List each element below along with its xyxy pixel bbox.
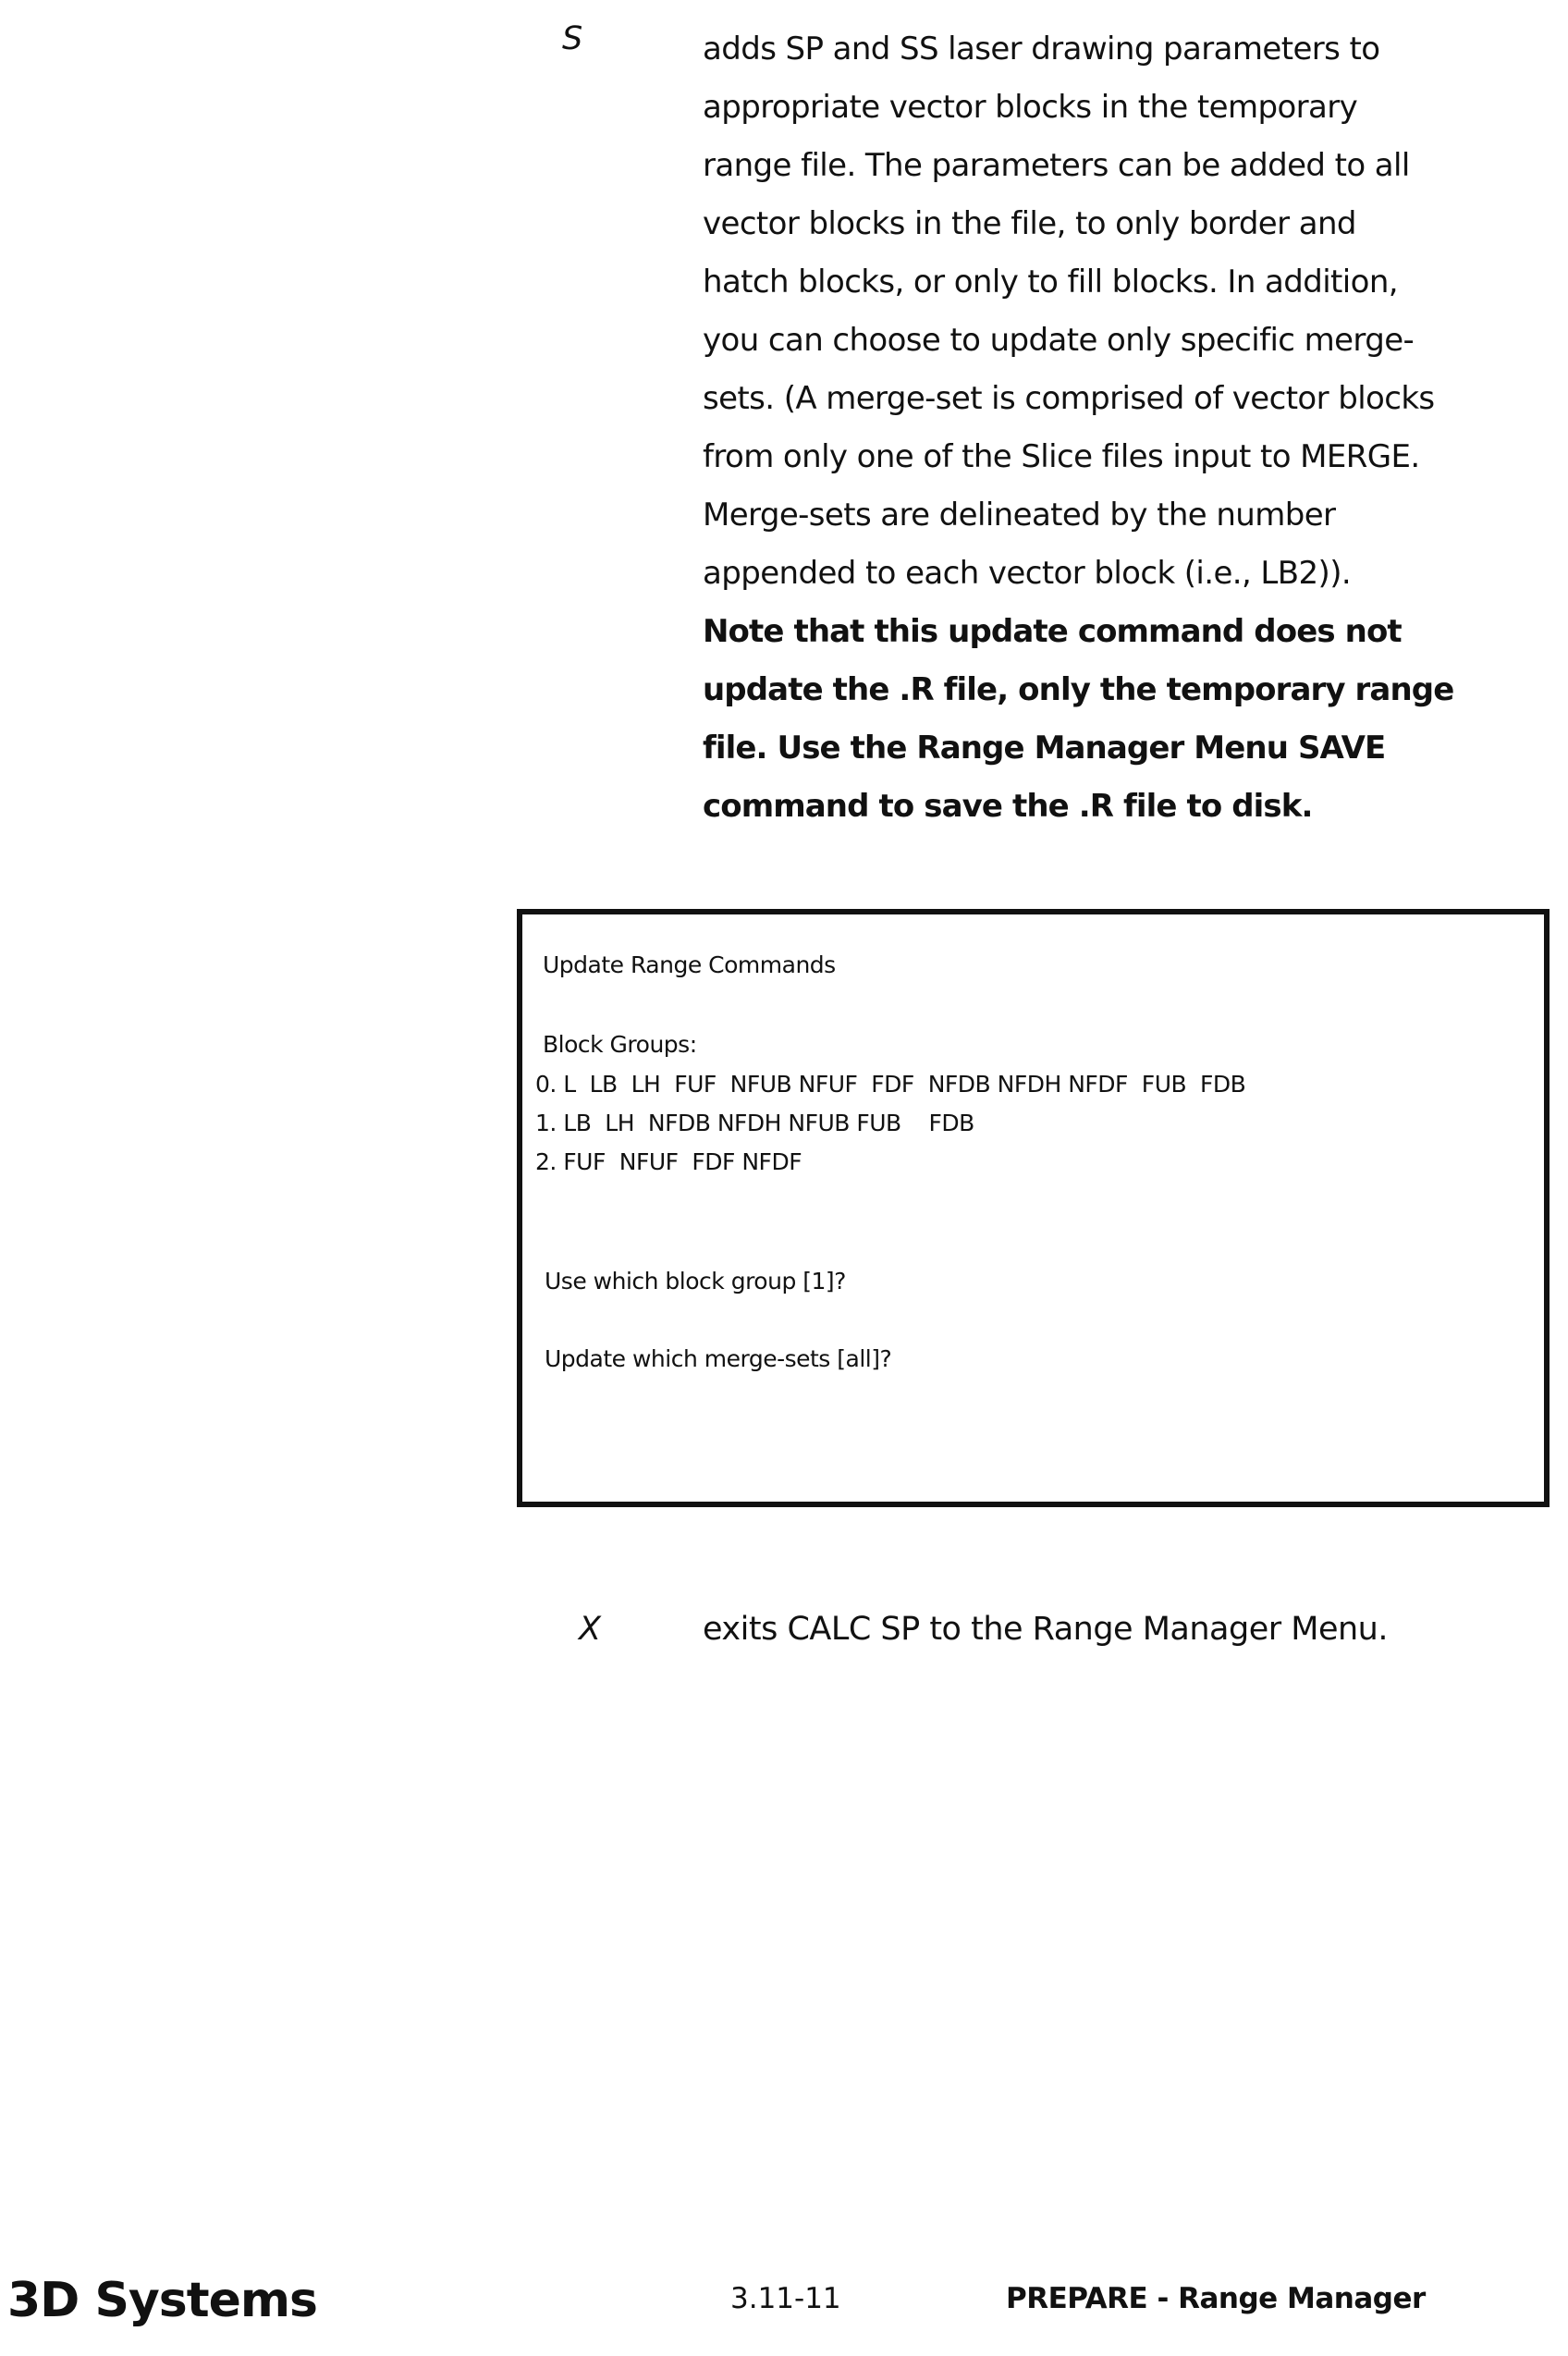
block-group-row: 2. FUF NFUF FDF NFDF [535, 1148, 802, 1175]
block-groups-label: Block Groups: [543, 1031, 697, 1058]
note-line: command to save the .R file to disk. [703, 778, 1562, 836]
page-number: 3.11-11 [730, 2282, 841, 2315]
text-line: vector blocks in the file, to only border and [703, 195, 1562, 253]
text-line: you can choose to update only specific merge- [703, 312, 1562, 370]
screen-title: Update Range Commands [543, 951, 836, 978]
text-line: adds SP and SS laser drawing parameters to [703, 20, 1562, 79]
text-line: sets. (A merge-set is comprised of vector blocks [703, 370, 1562, 428]
note-line: Note that this update command does not [703, 603, 1562, 661]
footer-brand: 3D Systems [7, 2273, 317, 2328]
merge-sets-prompt: Update which merge-sets [all]? [545, 1345, 891, 1372]
text-line: appended to each vector block (i.e., LB2)). [703, 545, 1562, 603]
block-group-row: 1. LB LH NFDB NFDH NFUB FUB FDB [535, 1110, 974, 1136]
note-line: file. Use the Range Manager Menu SAVE [703, 719, 1562, 778]
text-line: range file. The parameters can be added to all [703, 137, 1562, 195]
text-line: appropriate vector blocks in the temporary [703, 79, 1562, 137]
x-command-description: exits CALC SP to the Range Manager Menu. [703, 1611, 1388, 1648]
s-command-description [703, 20, 1562, 836]
block-group-prompt: Use which block group [1]? [545, 1268, 846, 1295]
text-line: hatch blocks, or only to fill blocks. In addition, [703, 253, 1562, 312]
note-line: update the .R file, only the temporary range [703, 661, 1562, 719]
text-line: from only one of the Slice files input to MERGE. [703, 428, 1562, 486]
section-title: PREPARE - Range Manager [1006, 2282, 1426, 2315]
screen-display-box [517, 909, 1550, 1507]
text-line: Merge-sets are delineated by the number [703, 486, 1562, 545]
command-key-x: X [579, 1611, 601, 1648]
command-key-s: S [562, 20, 582, 57]
block-group-row: 0. L LB LH FUF NFUB NFUF FDF NFDB NFDH NFDF FUB FDB [535, 1071, 1245, 1098]
